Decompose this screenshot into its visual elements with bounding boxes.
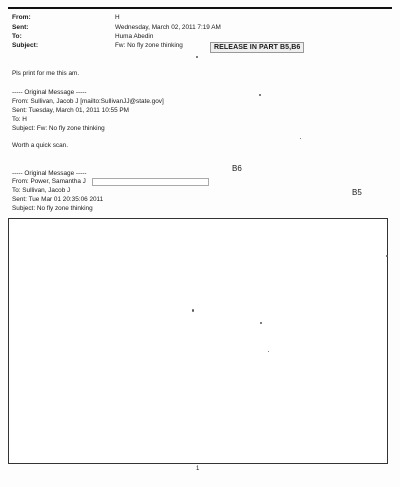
to-value: Huma Abedin xyxy=(115,33,154,40)
from-label: From: xyxy=(12,14,31,21)
release-stamp: RELEASE IN PART B5,B6 xyxy=(210,42,304,53)
scan-speck xyxy=(386,255,388,257)
forward-1-body: Worth a quick scan. xyxy=(12,142,69,149)
forward-2-from: From: Power, Samantha J xyxy=(12,178,86,185)
forward-1-subject: Subject: Fw: No fly zone thinking xyxy=(12,125,105,132)
forward-1-to: To: H xyxy=(12,116,27,123)
header-rule xyxy=(8,7,392,9)
scan-speck xyxy=(268,351,269,352)
forward-1-divider: ----- Original Message ----- xyxy=(12,89,87,96)
scan-speck xyxy=(196,56,198,58)
scan-speck xyxy=(259,94,261,96)
scan-speck xyxy=(260,322,262,324)
forward-2-subject: Subject: No fly zone thinking xyxy=(12,205,93,212)
b5-redaction-block xyxy=(8,218,388,464)
forward-1-sent: Sent: Tuesday, March 01, 2011 10:55 PM xyxy=(12,107,129,114)
b5-redaction-label: B5 xyxy=(352,188,362,197)
to-label: To: xyxy=(12,33,22,40)
forward-1-from: From: Sullivan, Jacob J [mailto:SullivanJJ@state.gov] xyxy=(12,98,164,105)
forward-2-sent: Sent: Tue Mar 01 20:35:06 2011 xyxy=(12,196,104,203)
page-number: 1 xyxy=(196,466,200,472)
b6-redaction-label: B6 xyxy=(232,164,242,173)
forward-2-divider: ----- Original Message ----- xyxy=(12,170,87,177)
from-value: H xyxy=(115,14,120,21)
scan-speck xyxy=(192,309,194,312)
forward-2-to: To: Sullivan, Jacob J xyxy=(12,187,71,194)
body-note: Pls print for me this am. xyxy=(12,70,80,77)
b6-redaction-box xyxy=(92,178,209,186)
subject-value: Fw: No fly zone thinking xyxy=(115,42,183,49)
sent-value: Wednesday, March 02, 2011 7:19 AM xyxy=(115,24,221,31)
subject-label: Subject: xyxy=(12,42,39,49)
scan-speck xyxy=(300,138,301,139)
sent-label: Sent: xyxy=(12,24,29,31)
